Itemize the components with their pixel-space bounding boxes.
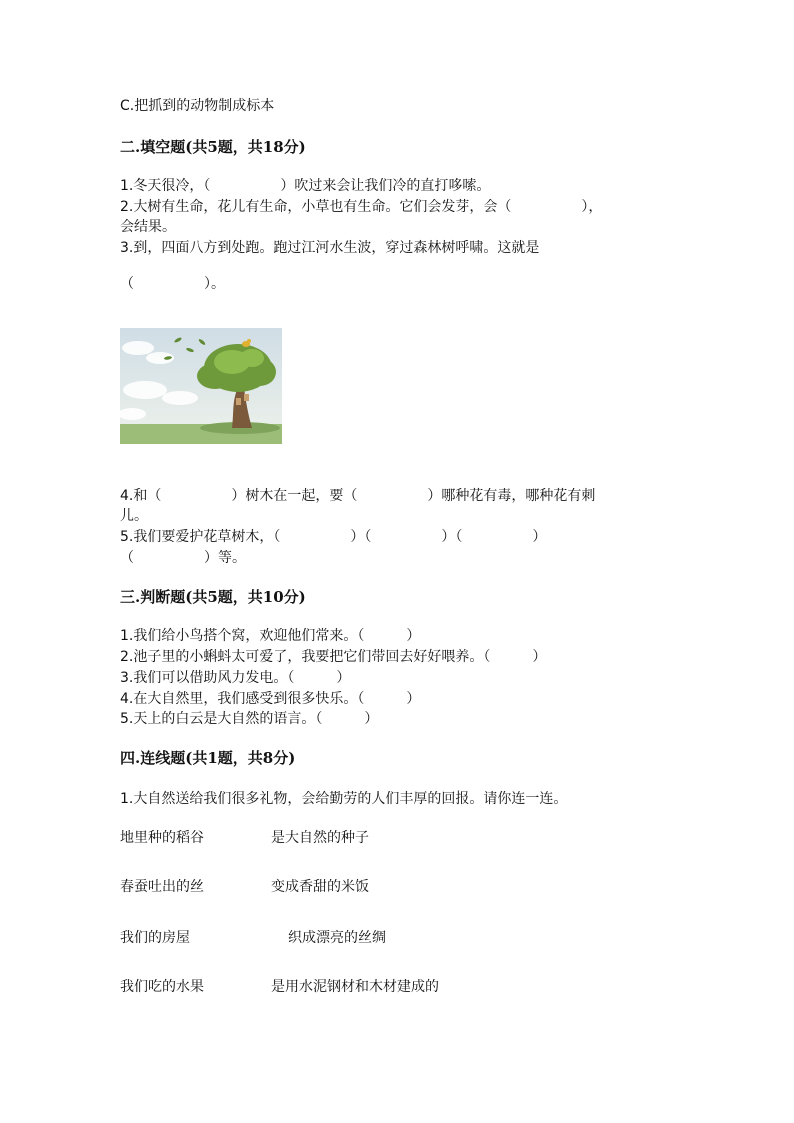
fill-q2-line1: 2.大树有生命，花儿有生命，小草也有生命。它们会发芽，会（ ）， [120, 199, 603, 215]
option-c: C.把抓到的动物制成标本 [120, 98, 275, 114]
match-left-item: 我们的房屋 [120, 930, 190, 946]
tree-illustration [120, 328, 282, 444]
section3-title: 三.判断题(共5题，共10分) [120, 588, 306, 606]
match-right-item: 是用水泥钢材和木材建成的 [271, 979, 439, 995]
fill-q4-line2: 儿。 [120, 508, 148, 524]
match-right-item: 织成漂亮的丝绸 [288, 930, 386, 946]
judge-item: 1.我们给小鸟搭个窝，欢迎他们常来。（ ） [120, 628, 421, 644]
section2-title: 二.填空题(共5题，共18分) [120, 138, 306, 156]
fill-q5-line1: 5.我们要爱护花草树木，（ ）（ ）（ ） [120, 529, 547, 545]
section4-title: 四.连线题(共1题，共8分) [120, 749, 296, 767]
judge-item: 4.在大自然里，我们感受到很多快乐。（ ） [120, 691, 421, 707]
tree-illustration-svg [120, 328, 282, 444]
match-right-item: 是大自然的种子 [271, 830, 369, 846]
match-question: 1.大自然送给我们很多礼物，会给勤劳的人们丰厚的回报。请你连一连。 [120, 791, 568, 807]
match-left-item: 地里种的稻谷 [120, 830, 204, 846]
fill-q3-line2: （ ）。 [120, 276, 225, 292]
judge-item: 2.池子里的小蝌蚪太可爱了，我要把它们带回去好好喂养。（ ） [120, 649, 547, 665]
fill-q5-line2: （ ）等。 [120, 550, 246, 566]
judge-item: 3.我们可以借助风力发电。（ ） [120, 670, 351, 686]
match-right-item: 变成香甜的米饭 [271, 879, 369, 895]
fill-q3-line1: 3.到，四面八方到处跑。跑过江河水生波，穿过森林树呼啸。这就是 [120, 240, 540, 256]
fill-q1: 1.冬天很冷，（ ）吹过来会让我们冷的直打哆嗦。 [120, 178, 491, 194]
match-left-item: 春蚕吐出的丝 [120, 879, 204, 895]
judge-item: 5.天上的白云是大自然的语言。（ ） [120, 711, 379, 727]
fill-q4-line1: 4.和（ ）树木在一起，要（ ）哪种花有毒，哪种花有刺 [120, 488, 596, 504]
fill-q2-line2: 会结果。 [120, 219, 176, 235]
match-left-item: 我们吃的水果 [120, 979, 204, 995]
